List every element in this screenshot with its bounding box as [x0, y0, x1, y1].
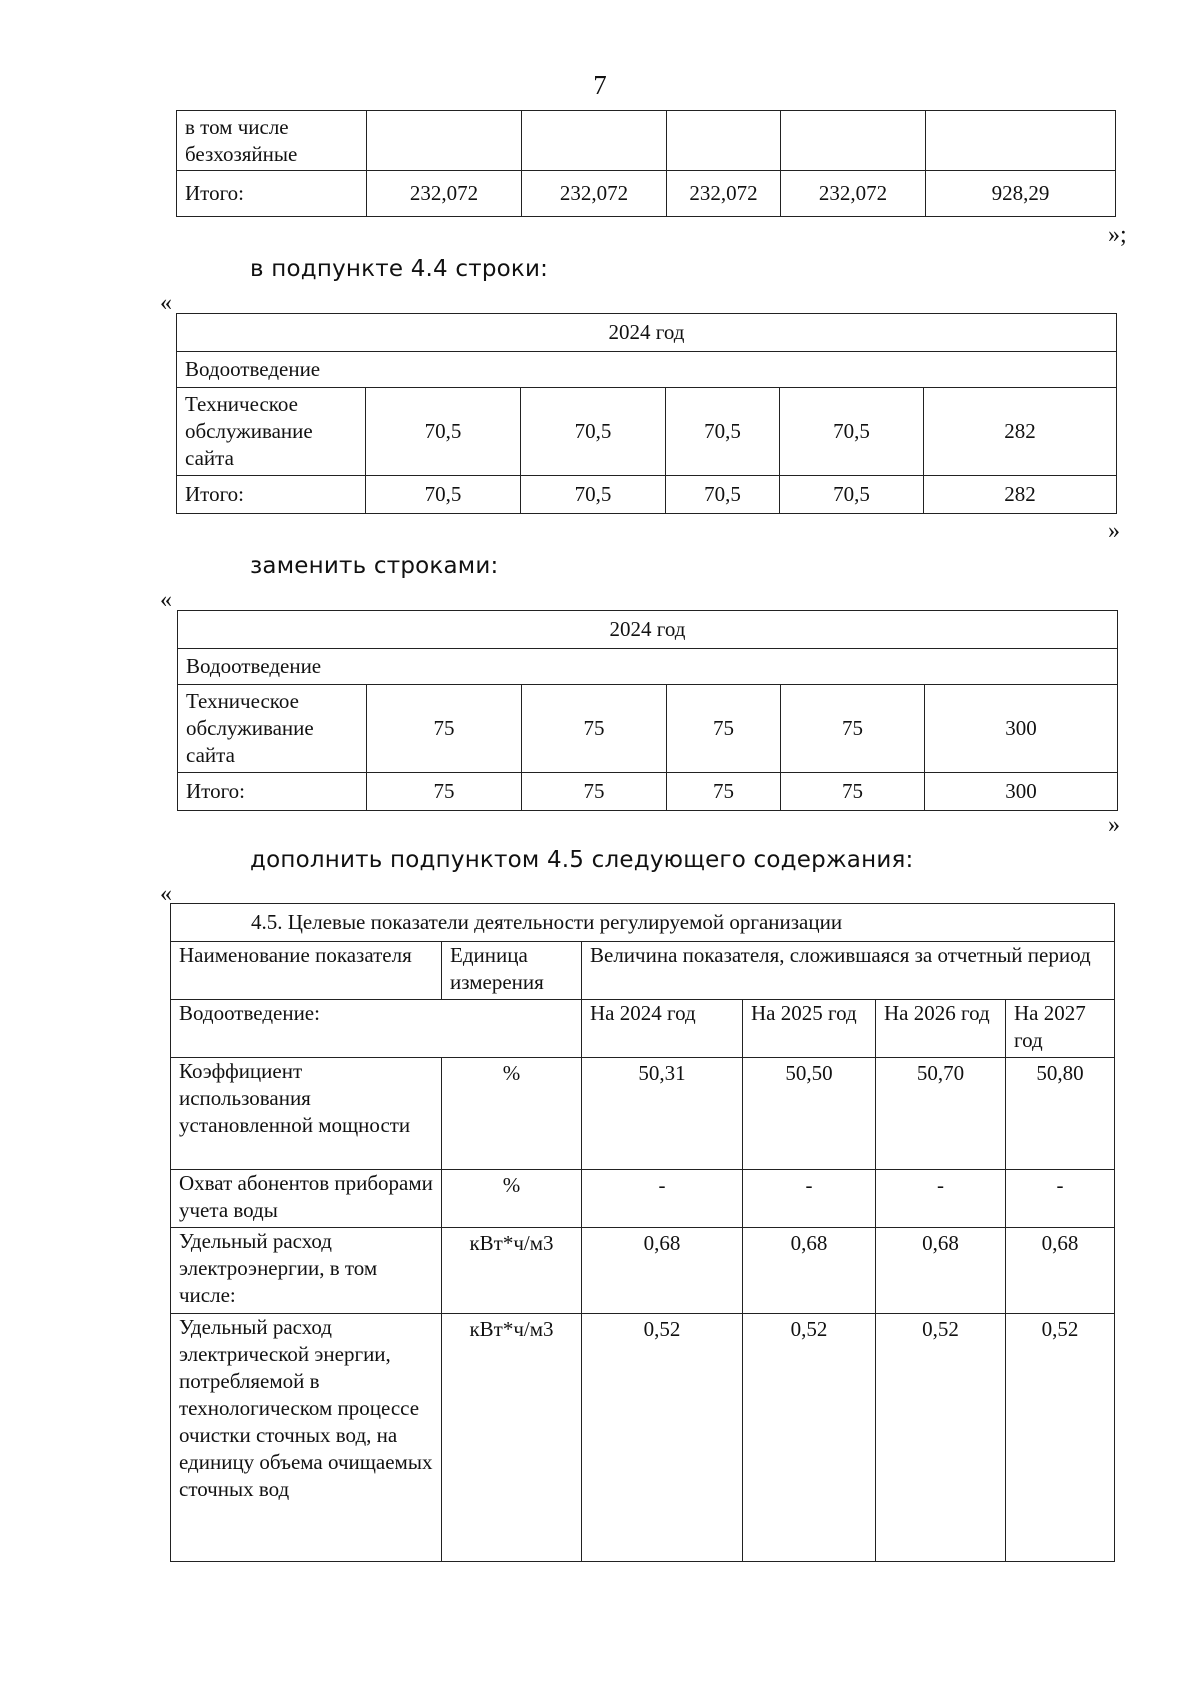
row-label: Техническое обслуживание сайта	[177, 388, 366, 476]
closing-quote: »;	[1108, 222, 1127, 248]
year-header: На 2026 год	[876, 1000, 1006, 1058]
table-cell: 232,072	[667, 171, 781, 217]
section-header: Водоотведение:	[171, 1000, 582, 1058]
closing-quote: »	[1108, 518, 1120, 544]
table-cell	[926, 111, 1116, 171]
table-cell	[367, 111, 522, 171]
table-row	[177, 476, 1117, 514]
table-replacement-rows	[177, 610, 1118, 811]
table-row	[171, 1170, 1115, 1228]
table-row	[177, 352, 1117, 388]
row-label: в том числе безхозяйные	[177, 111, 367, 171]
year-header: 2024 год	[177, 314, 1117, 352]
table-cell: 70,5	[666, 476, 780, 514]
row-label: Итого:	[178, 773, 367, 811]
table-title: 4.5. Целевые показатели деятельности регулируемой организации	[171, 904, 1115, 942]
table-cell: 232,072	[781, 171, 926, 217]
paragraph: дополнить подпунктом 4.5 следующего содержания:	[250, 847, 914, 873]
row-label: Охват абонентов приборами учета воды	[171, 1170, 442, 1228]
table-cell: 70,5	[366, 476, 521, 514]
opening-quote: «	[160, 587, 172, 613]
table-cell: 0,52	[582, 1314, 743, 1562]
table-row	[178, 685, 1118, 773]
table-row	[171, 942, 1115, 1000]
paragraph: в подпункте 4.4 строки:	[250, 256, 549, 282]
table-cell: 928,29	[926, 171, 1116, 217]
table-cell: 75	[781, 685, 925, 773]
year-header: На 2024 год	[582, 1000, 743, 1058]
row-label: Удельный расход электрической энергии, потребляемой в технологическом процессе очистки сточных вод, на единицу объема очищаемых сточных вод	[171, 1314, 442, 1562]
table-row	[177, 314, 1117, 352]
table-cell	[781, 111, 926, 171]
table-cell: 75	[367, 685, 522, 773]
year-header: На 2025 год	[743, 1000, 876, 1058]
table-cell: 300	[925, 773, 1118, 811]
table-target-indicators	[170, 903, 1115, 1562]
table-cell: 232,072	[522, 171, 667, 217]
table-cell: 50,50	[743, 1058, 876, 1170]
table-cell: 75	[667, 685, 781, 773]
table-cell: 75	[522, 685, 667, 773]
table-cell: -	[1006, 1170, 1115, 1228]
table-row	[171, 1314, 1115, 1562]
opening-quote: «	[160, 290, 172, 316]
table-cell: 70,5	[521, 388, 666, 476]
year-header: 2024 год	[178, 611, 1118, 649]
col-header-value: Величина показателя, сложившаяся за отчетный период	[582, 942, 1115, 1000]
table-row	[177, 171, 1116, 217]
table-cell: 75	[367, 773, 522, 811]
table-cell: 50,31	[582, 1058, 743, 1170]
table-cell: 70,5	[521, 476, 666, 514]
table-cell: 50,70	[876, 1058, 1006, 1170]
table-cell: 0,68	[582, 1228, 743, 1314]
table-cell: 0,68	[743, 1228, 876, 1314]
table-totals-continued	[176, 110, 1116, 217]
table-cell: 75	[522, 773, 667, 811]
table-cell: -	[743, 1170, 876, 1228]
table-row	[171, 904, 1115, 942]
table-cell: 70,5	[666, 388, 780, 476]
unit-cell: кВт*ч/м3	[442, 1228, 582, 1314]
col-header-name: Наименование показателя	[171, 942, 442, 1000]
section-header: Водоотведение	[177, 352, 1117, 388]
table-cell: 300	[925, 685, 1118, 773]
unit-cell: %	[442, 1170, 582, 1228]
table-cell: 0,68	[1006, 1228, 1115, 1314]
table-cell: 75	[781, 773, 925, 811]
unit-cell: кВт*ч/м3	[442, 1314, 582, 1562]
table-row	[171, 1000, 1115, 1058]
table-row	[171, 1228, 1115, 1314]
page-number: 7	[593, 70, 607, 100]
table-cell: 75	[667, 773, 781, 811]
table-cell	[667, 111, 781, 171]
table-row	[177, 388, 1117, 476]
paragraph: заменить строками:	[250, 553, 499, 579]
table-cell: -	[582, 1170, 743, 1228]
table-cell: 70,5	[366, 388, 521, 476]
row-label: Техническое обслуживание сайта	[178, 685, 367, 773]
table-cell: 282	[924, 388, 1117, 476]
table-row	[178, 649, 1118, 685]
table-cell: 0,52	[743, 1314, 876, 1562]
opening-quote: «	[160, 881, 172, 907]
table-row	[178, 773, 1118, 811]
row-label: Коэффициент использования установленной мощности	[171, 1058, 442, 1170]
section-header: Водоотведение	[178, 649, 1118, 685]
table-original-rows	[176, 313, 1117, 514]
row-label: Итого:	[177, 171, 367, 217]
table-cell: 0,52	[1006, 1314, 1115, 1562]
table-cell	[522, 111, 667, 171]
table-cell: 50,80	[1006, 1058, 1115, 1170]
table-row	[171, 1058, 1115, 1170]
table-row	[177, 111, 1116, 171]
table-cell: 232,072	[367, 171, 522, 217]
table-cell: 70,5	[780, 388, 924, 476]
closing-quote: »	[1108, 812, 1120, 838]
unit-cell: %	[442, 1058, 582, 1170]
table-cell: 70,5	[780, 476, 924, 514]
col-header-unit: Единица измерения	[442, 942, 582, 1000]
table-cell: 0,52	[876, 1314, 1006, 1562]
row-label: Удельный расход электроэнергии, в том числе:	[171, 1228, 442, 1314]
table-row	[178, 611, 1118, 649]
row-label: Итого:	[177, 476, 366, 514]
table-cell: 0,68	[876, 1228, 1006, 1314]
year-header: На 2027 год	[1006, 1000, 1115, 1058]
table-cell: -	[876, 1170, 1006, 1228]
table-cell: 282	[924, 476, 1117, 514]
